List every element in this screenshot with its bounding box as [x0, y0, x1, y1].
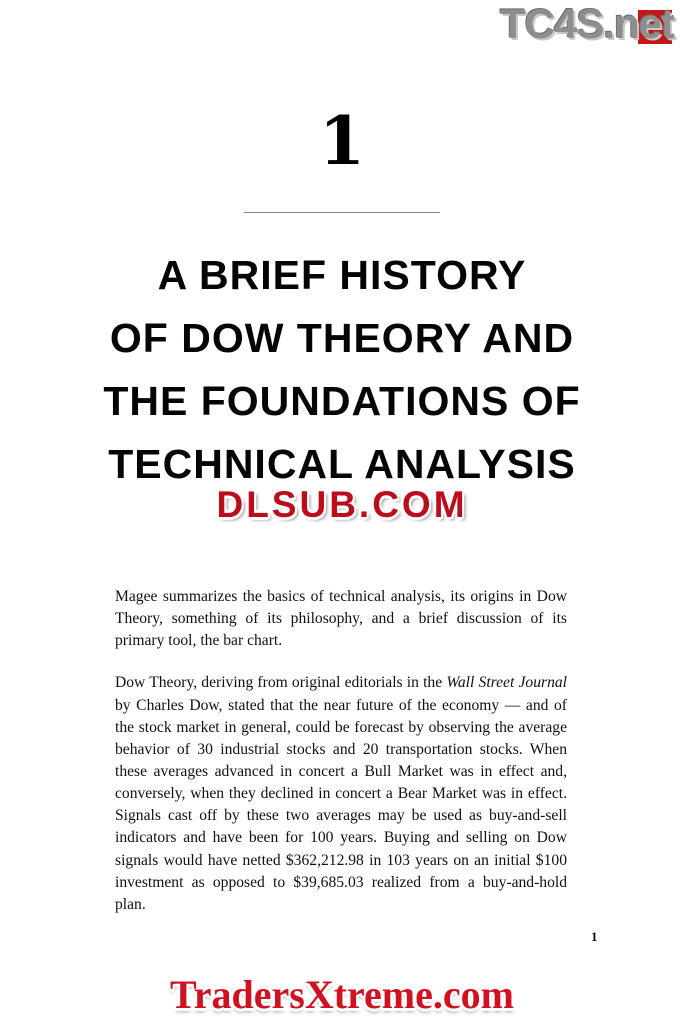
chapter-number: 1 — [319, 102, 365, 180]
page-number: 1 — [591, 929, 598, 944]
watermark-bottom: TradersXtreme.com — [170, 972, 514, 1017]
paragraph — [115, 672, 567, 916]
watermark-top — [500, 0, 674, 56]
paragraph-text: by Charles Dow, stated that the near future of the economy — and of the stock market in general, could be forecast by observing the average behavior of 30 industrial stocks and 20 transportation stocks. When these averages advanced in concert a Bull Market was in effect and, conversely, when they declined in concert a Bear Market was in effect. Signals cast off by these two averages may be used as buy-and-sell indicators and have been for 100 years. Buying and selling on Dow signals would have netted $362,212.98 in 103 years on an initial $100 investment as opposed to $39,685.03 realized from a buy-and-hold plan. — [115, 696, 567, 913]
watermark-middle: DLSUB.COM — [216, 484, 468, 525]
paragraph-text: Magee summarizes the basics of technical analysis, its origins in Dow Theory, something of its philosophy, and a brief discussion of its primary tool, the bar chart. — [115, 588, 567, 650]
chapter-title-line: A BRIEF HISTORY — [157, 252, 527, 298]
chapter-title — [0, 244, 684, 496]
paragraph — [115, 586, 567, 652]
chapter-title-line: OF DOW THEORY AND — [109, 315, 575, 361]
paragraph-text: Dow Theory, deriving from original editorials in the — [115, 674, 447, 692]
watermark-top-text: TC4S.net — [499, 0, 674, 47]
body-text — [115, 586, 567, 936]
chapter-divider-rule — [244, 212, 440, 213]
chapter-title-line: TECHNICAL ANALYSIS — [108, 441, 576, 487]
chapter-title-line: THE FOUNDATIONS OF — [103, 378, 581, 424]
journal-name-italic: Wall Street Journal — [446, 674, 567, 692]
